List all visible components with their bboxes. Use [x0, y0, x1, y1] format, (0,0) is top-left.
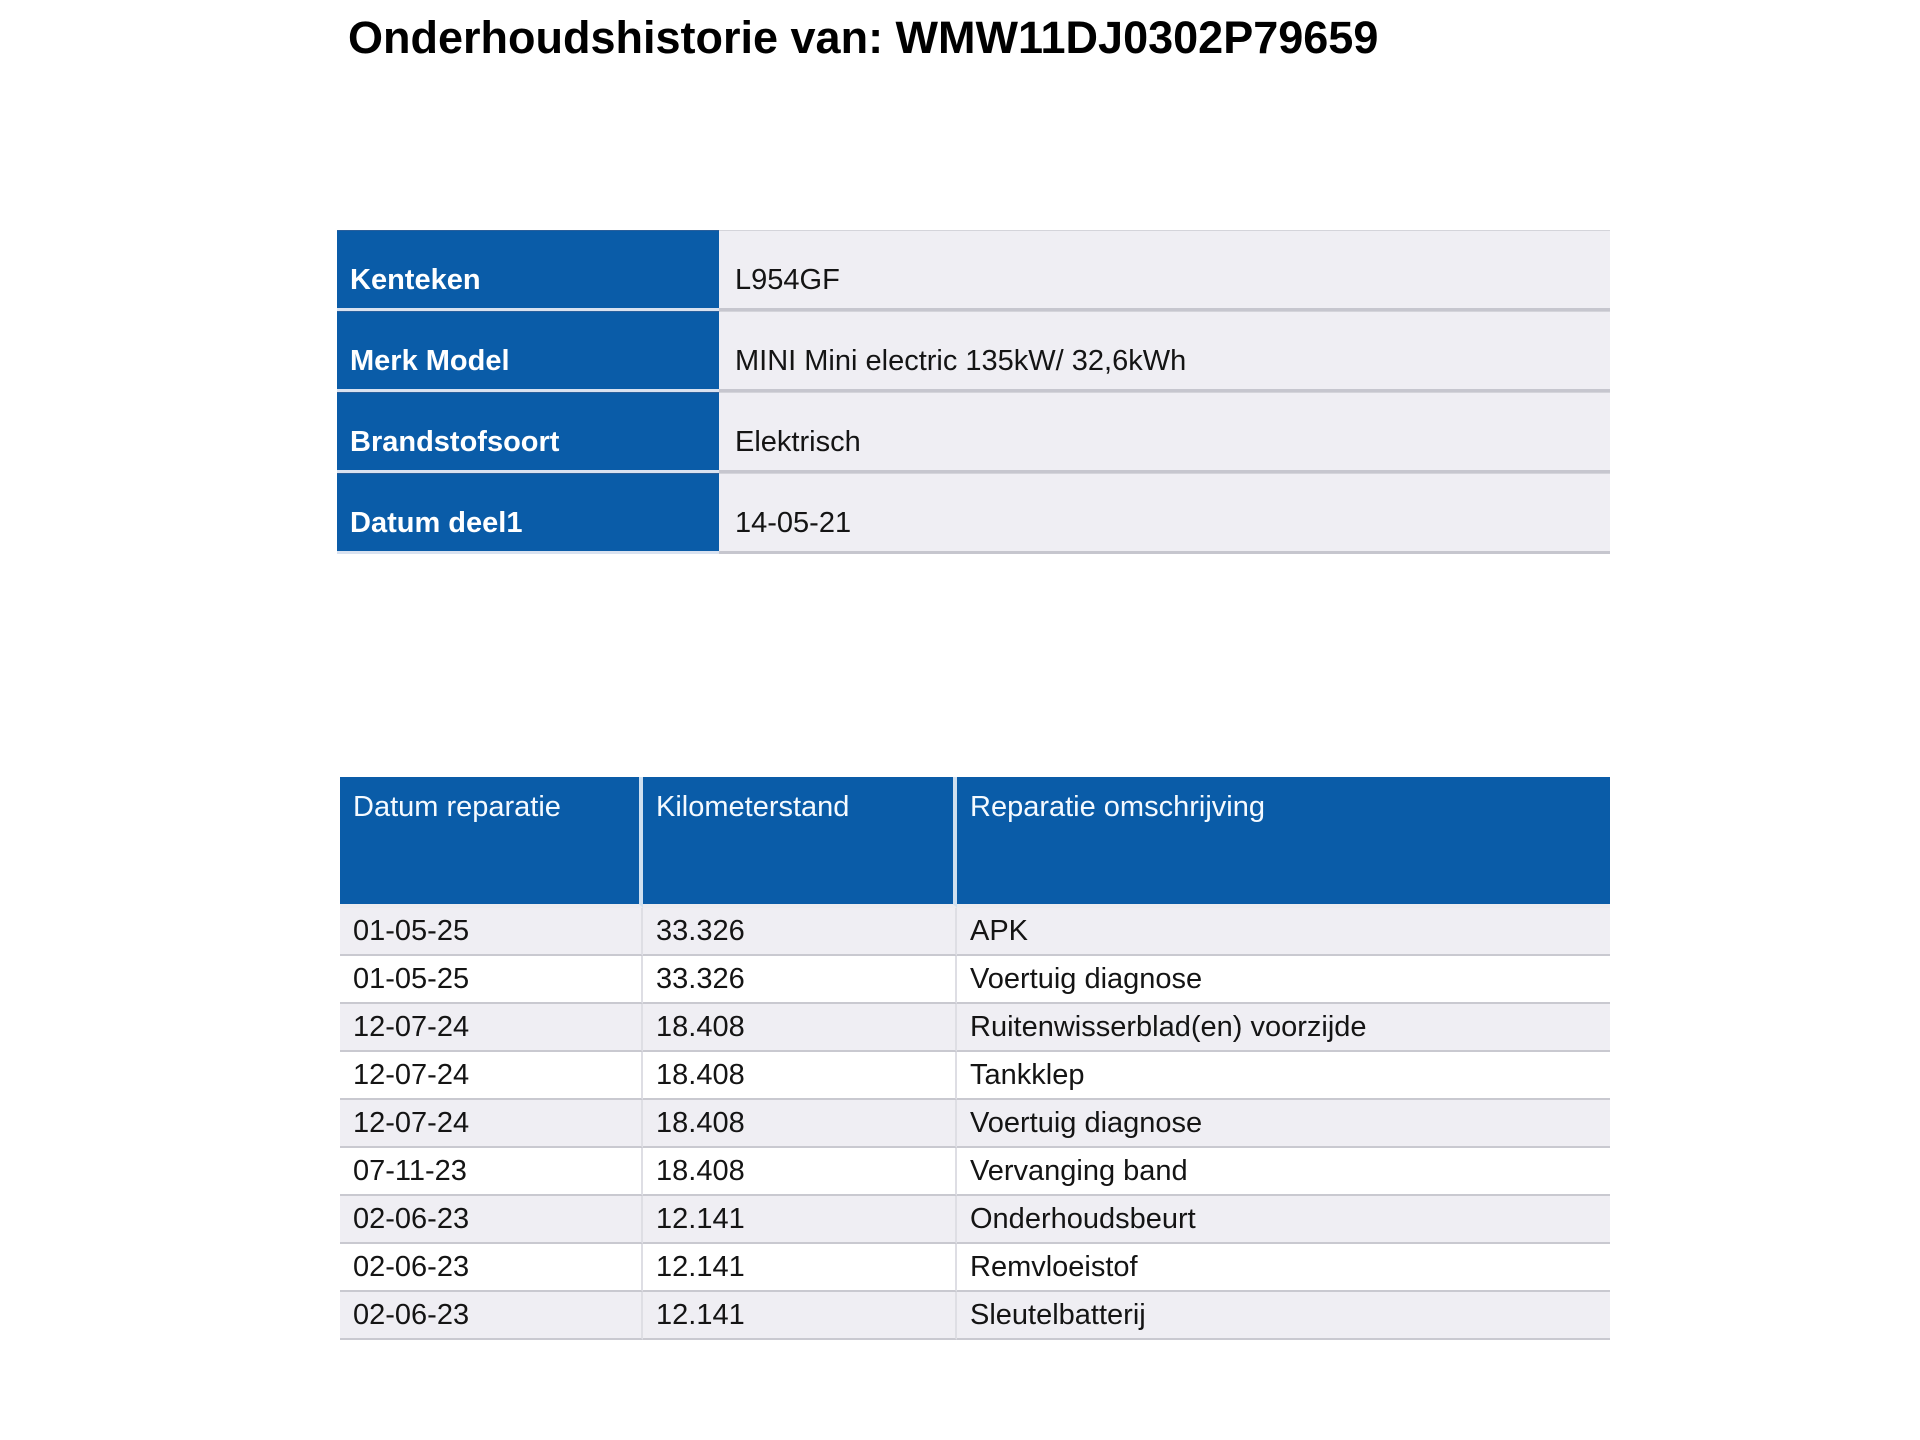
repair-history-table [340, 777, 1610, 1340]
repair-column-header: Datum reparatie [340, 777, 643, 908]
repair-cell-omschrijving: Vervanging band [957, 1148, 1610, 1196]
repair-history-header [340, 777, 1610, 908]
repair-column-header: Kilometerstand [643, 777, 957, 908]
repair-cell-omschrijving: Remvloeistof [957, 1244, 1610, 1292]
vehicle-info-value: 14-05-21 [719, 473, 1610, 554]
vehicle-info-label: Datum deel1 [337, 473, 719, 554]
repair-cell-kilometerstand: 12.141 [643, 1196, 957, 1244]
repair-row [340, 1244, 1610, 1292]
vehicle-info-label: Merk Model [337, 311, 719, 392]
repair-cell-kilometerstand: 18.408 [643, 1052, 957, 1100]
repair-cell-datum: 02-06-23 [340, 1244, 643, 1292]
vehicle-info-body [337, 230, 1610, 554]
vehicle-info-value: MINI Mini electric 135kW/ 32,6kWh [719, 311, 1610, 392]
repair-history-body [340, 908, 1610, 1340]
repair-cell-kilometerstand: 12.141 [643, 1292, 957, 1340]
repair-cell-datum: 12-07-24 [340, 1052, 643, 1100]
vehicle-info-label: Kenteken [337, 230, 719, 311]
vehicle-info-row [337, 311, 1610, 392]
repair-cell-omschrijving: APK [957, 908, 1610, 956]
repair-cell-datum: 01-05-25 [340, 908, 643, 956]
repair-cell-kilometerstand: 18.408 [643, 1148, 957, 1196]
repair-row [340, 1196, 1610, 1244]
repair-row [340, 1100, 1610, 1148]
repair-cell-omschrijving: Tankklep [957, 1052, 1610, 1100]
repair-cell-datum: 02-06-23 [340, 1292, 643, 1340]
repair-cell-datum: 02-06-23 [340, 1196, 643, 1244]
page-title: Onderhoudshistorie van: WMW11DJ0302P79659 [348, 12, 1379, 63]
vehicle-info-label: Brandstofsoort [337, 392, 719, 473]
repair-row [340, 1148, 1610, 1196]
repair-column-header: Reparatie omschrijving [957, 777, 1610, 908]
repair-cell-kilometerstand: 12.141 [643, 1244, 957, 1292]
repair-cell-datum: 01-05-25 [340, 956, 643, 1004]
vehicle-info-value: Elektrisch [719, 392, 1610, 473]
repair-cell-omschrijving: Ruitenwisserblad(en) voorzijde [957, 1004, 1610, 1052]
vehicle-info-value: L954GF [719, 230, 1610, 311]
repair-cell-datum: 12-07-24 [340, 1100, 643, 1148]
repair-header-row [340, 777, 1610, 908]
repair-cell-datum: 07-11-23 [340, 1148, 643, 1196]
vehicle-info-row [337, 230, 1610, 311]
repair-cell-omschrijving: Voertuig diagnose [957, 1100, 1610, 1148]
repair-cell-omschrijving: Onderhoudsbeurt [957, 1196, 1610, 1244]
vehicle-info-row [337, 473, 1610, 554]
repair-cell-kilometerstand: 18.408 [643, 1004, 957, 1052]
repair-row [340, 1004, 1610, 1052]
repair-cell-omschrijving: Voertuig diagnose [957, 956, 1610, 1004]
repair-cell-omschrijving: Sleutelbatterij [957, 1292, 1610, 1340]
repair-row [340, 1052, 1610, 1100]
repair-row [340, 1292, 1610, 1340]
repair-row [340, 956, 1610, 1004]
vehicle-info-table [337, 230, 1610, 554]
repair-cell-kilometerstand: 33.326 [643, 956, 957, 1004]
vehicle-info-row [337, 392, 1610, 473]
repair-cell-datum: 12-07-24 [340, 1004, 643, 1052]
repair-row [340, 908, 1610, 956]
repair-cell-kilometerstand: 18.408 [643, 1100, 957, 1148]
repair-cell-kilometerstand: 33.326 [643, 908, 957, 956]
